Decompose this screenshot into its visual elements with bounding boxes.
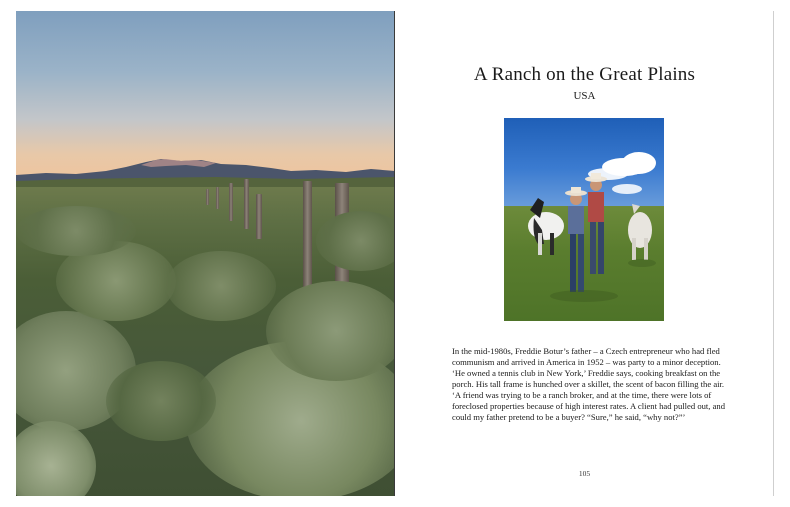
book-spread (16, 11, 774, 496)
sagebrush (16, 206, 136, 256)
page-number: 105 (578, 469, 591, 478)
ranch-photo (504, 118, 664, 321)
fence-post (229, 183, 233, 221)
sagebrush (266, 281, 395, 381)
fence-post (256, 194, 262, 239)
fence-post (244, 179, 249, 229)
page-edge (773, 11, 774, 496)
horses-and-riders (504, 118, 664, 321)
right-page (395, 11, 774, 496)
fence-post (216, 187, 219, 209)
sagebrush (166, 251, 276, 321)
left-page-photo (16, 11, 395, 496)
article-title: A Ranch on the Great Plains (473, 64, 696, 85)
article-body: In the mid-1980s, Freddie Botur’s father – a Czech entrepreneur who had fled communism and arrived in America in 1952 – was party to a minor deception. ‘He owned a tennis club in New York,’ Freddie says, cooking breakfast on the porch. His tall frame is hunched over a skillet, the scent of bacon filling the air. ‘A friend was trying to be a ranch broker, and at the time, there were lots of foreclosed properties because of high interest rates. A client had pulled out, and could my father pretend to be a buyer? “Sure,” he said, “why not?”’ (452, 346, 726, 422)
fence-post (206, 189, 209, 205)
fence-post (303, 181, 312, 291)
sagebrush (106, 361, 216, 441)
article-subtitle: USA (573, 90, 596, 102)
